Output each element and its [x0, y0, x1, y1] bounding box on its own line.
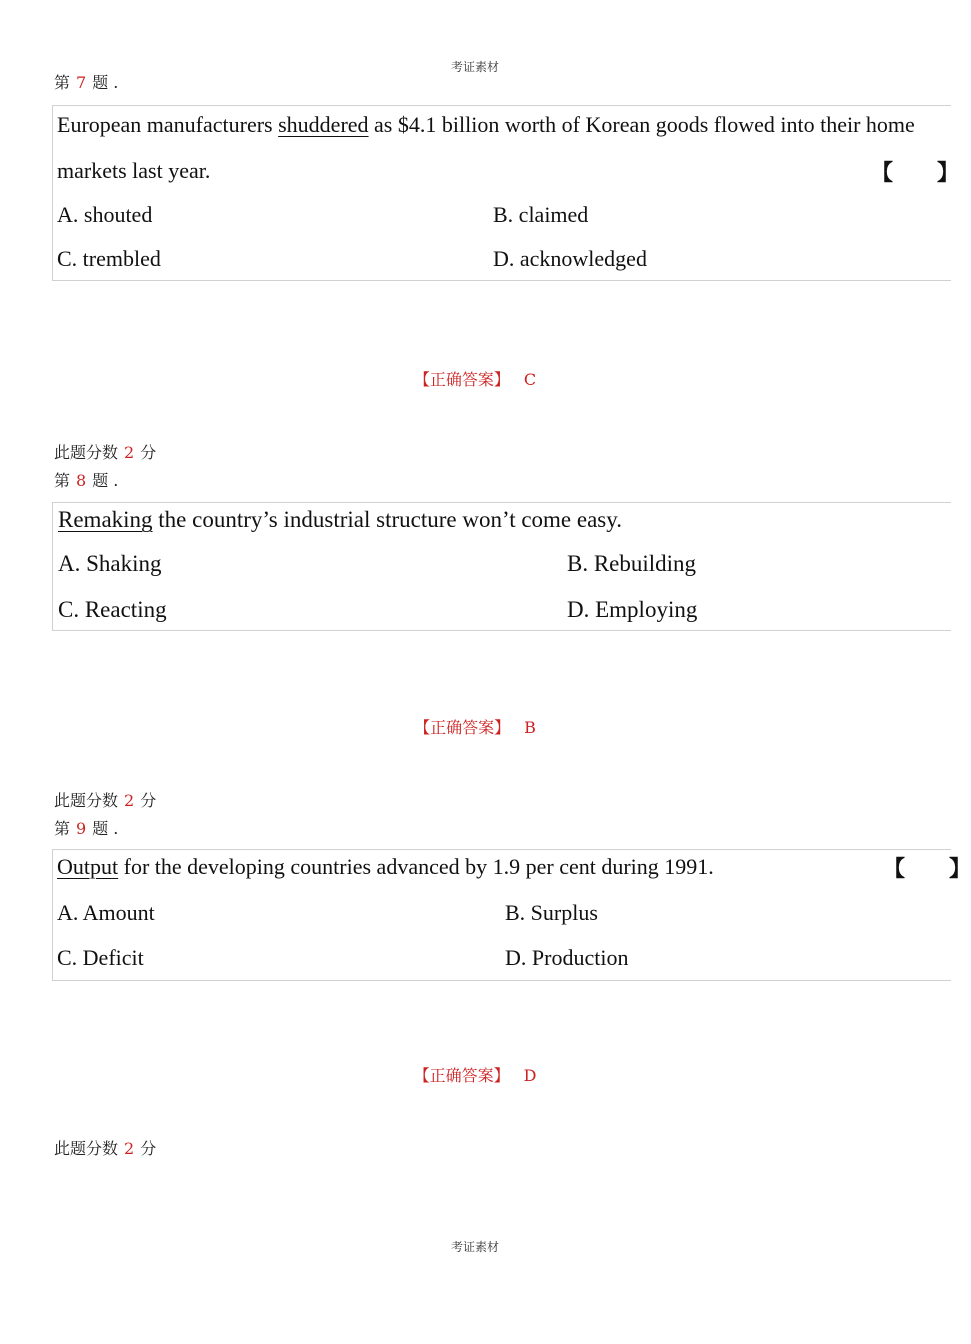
score-value: 2	[124, 443, 135, 462]
question-suffix: 题 .	[92, 73, 119, 92]
score-value: 2	[124, 1139, 135, 1158]
option-b: B. Rebuilding	[567, 551, 697, 576]
question-number-line	[54, 70, 118, 93]
score-value: 2	[124, 791, 135, 810]
question-suffix: 题 .	[92, 819, 119, 838]
question-score	[54, 1136, 156, 1159]
score-prefix: 此题分数	[54, 791, 119, 810]
question-prefix: 第	[54, 819, 71, 838]
question-score	[54, 788, 156, 811]
correct-answer	[0, 1063, 950, 1086]
option-b: B. claimed	[493, 202, 589, 227]
question-number: 8	[76, 471, 87, 490]
stem-text: for the developing countries advanced by 1.9 per cent during 1991.	[118, 854, 714, 879]
stem-text: as $4.1 billion worth of Korean goods flowed into their home	[368, 112, 915, 137]
correct-answer-letter: C	[523, 370, 537, 389]
question-prefix: 第	[54, 471, 71, 490]
score-suffix: 分	[140, 443, 157, 462]
score-prefix: 此题分数	[54, 443, 119, 462]
option-a: A. shouted	[57, 202, 153, 227]
score-prefix: 此题分数	[54, 1139, 119, 1158]
question-prefix: 第	[54, 73, 71, 92]
correct-answer-letter: B	[524, 718, 536, 737]
question-stem	[57, 854, 714, 880]
correct-answer-label: 【正确答案】	[413, 370, 510, 389]
option-c: C. Deficit	[57, 945, 144, 970]
question-number: 7	[76, 73, 87, 92]
option-c: C. Reacting	[58, 597, 167, 622]
page-footer: 考证素材	[450, 1240, 499, 1254]
question-number-line	[54, 468, 118, 491]
option-b: B. Surplus	[505, 900, 598, 925]
question-stem	[58, 507, 622, 533]
option-d: D. Production	[505, 945, 629, 970]
stem-text: European manufacturers	[57, 112, 279, 137]
answer-bracket: 【 】	[883, 856, 971, 881]
option-c: C. trembled	[57, 246, 161, 271]
question-image	[52, 849, 971, 981]
question-number-line	[54, 816, 118, 839]
page-header: 考证素材	[450, 60, 499, 74]
option-a: A. Amount	[57, 900, 155, 925]
stem-keyword: shuddered	[278, 112, 369, 137]
correct-answer-letter: D	[523, 1066, 537, 1085]
correct-answer	[0, 367, 950, 390]
option-d: D. acknowledged	[493, 246, 647, 271]
stem-keyword: Remaking	[58, 507, 153, 532]
score-suffix: 分	[140, 791, 157, 810]
question-image	[52, 105, 960, 281]
question-number: 9	[76, 819, 87, 838]
question-stem	[57, 112, 915, 138]
answer-bracket: 【 】	[871, 160, 960, 185]
option-d: D. Employing	[567, 597, 698, 622]
score-suffix: 分	[140, 1139, 157, 1158]
stem-keyword: Output	[57, 854, 119, 879]
correct-answer-label: 【正确答案】	[414, 718, 511, 737]
correct-answer-label: 【正确答案】	[413, 1066, 510, 1085]
option-a: A. Shaking	[58, 551, 162, 576]
question-score	[54, 440, 156, 463]
question-suffix: 题 .	[92, 471, 119, 490]
question-stem-line2: markets last year.	[57, 158, 211, 183]
stem-text: the country’s industrial structure won’t come easy.	[152, 507, 623, 532]
correct-answer	[0, 715, 950, 738]
question-image	[52, 502, 951, 631]
